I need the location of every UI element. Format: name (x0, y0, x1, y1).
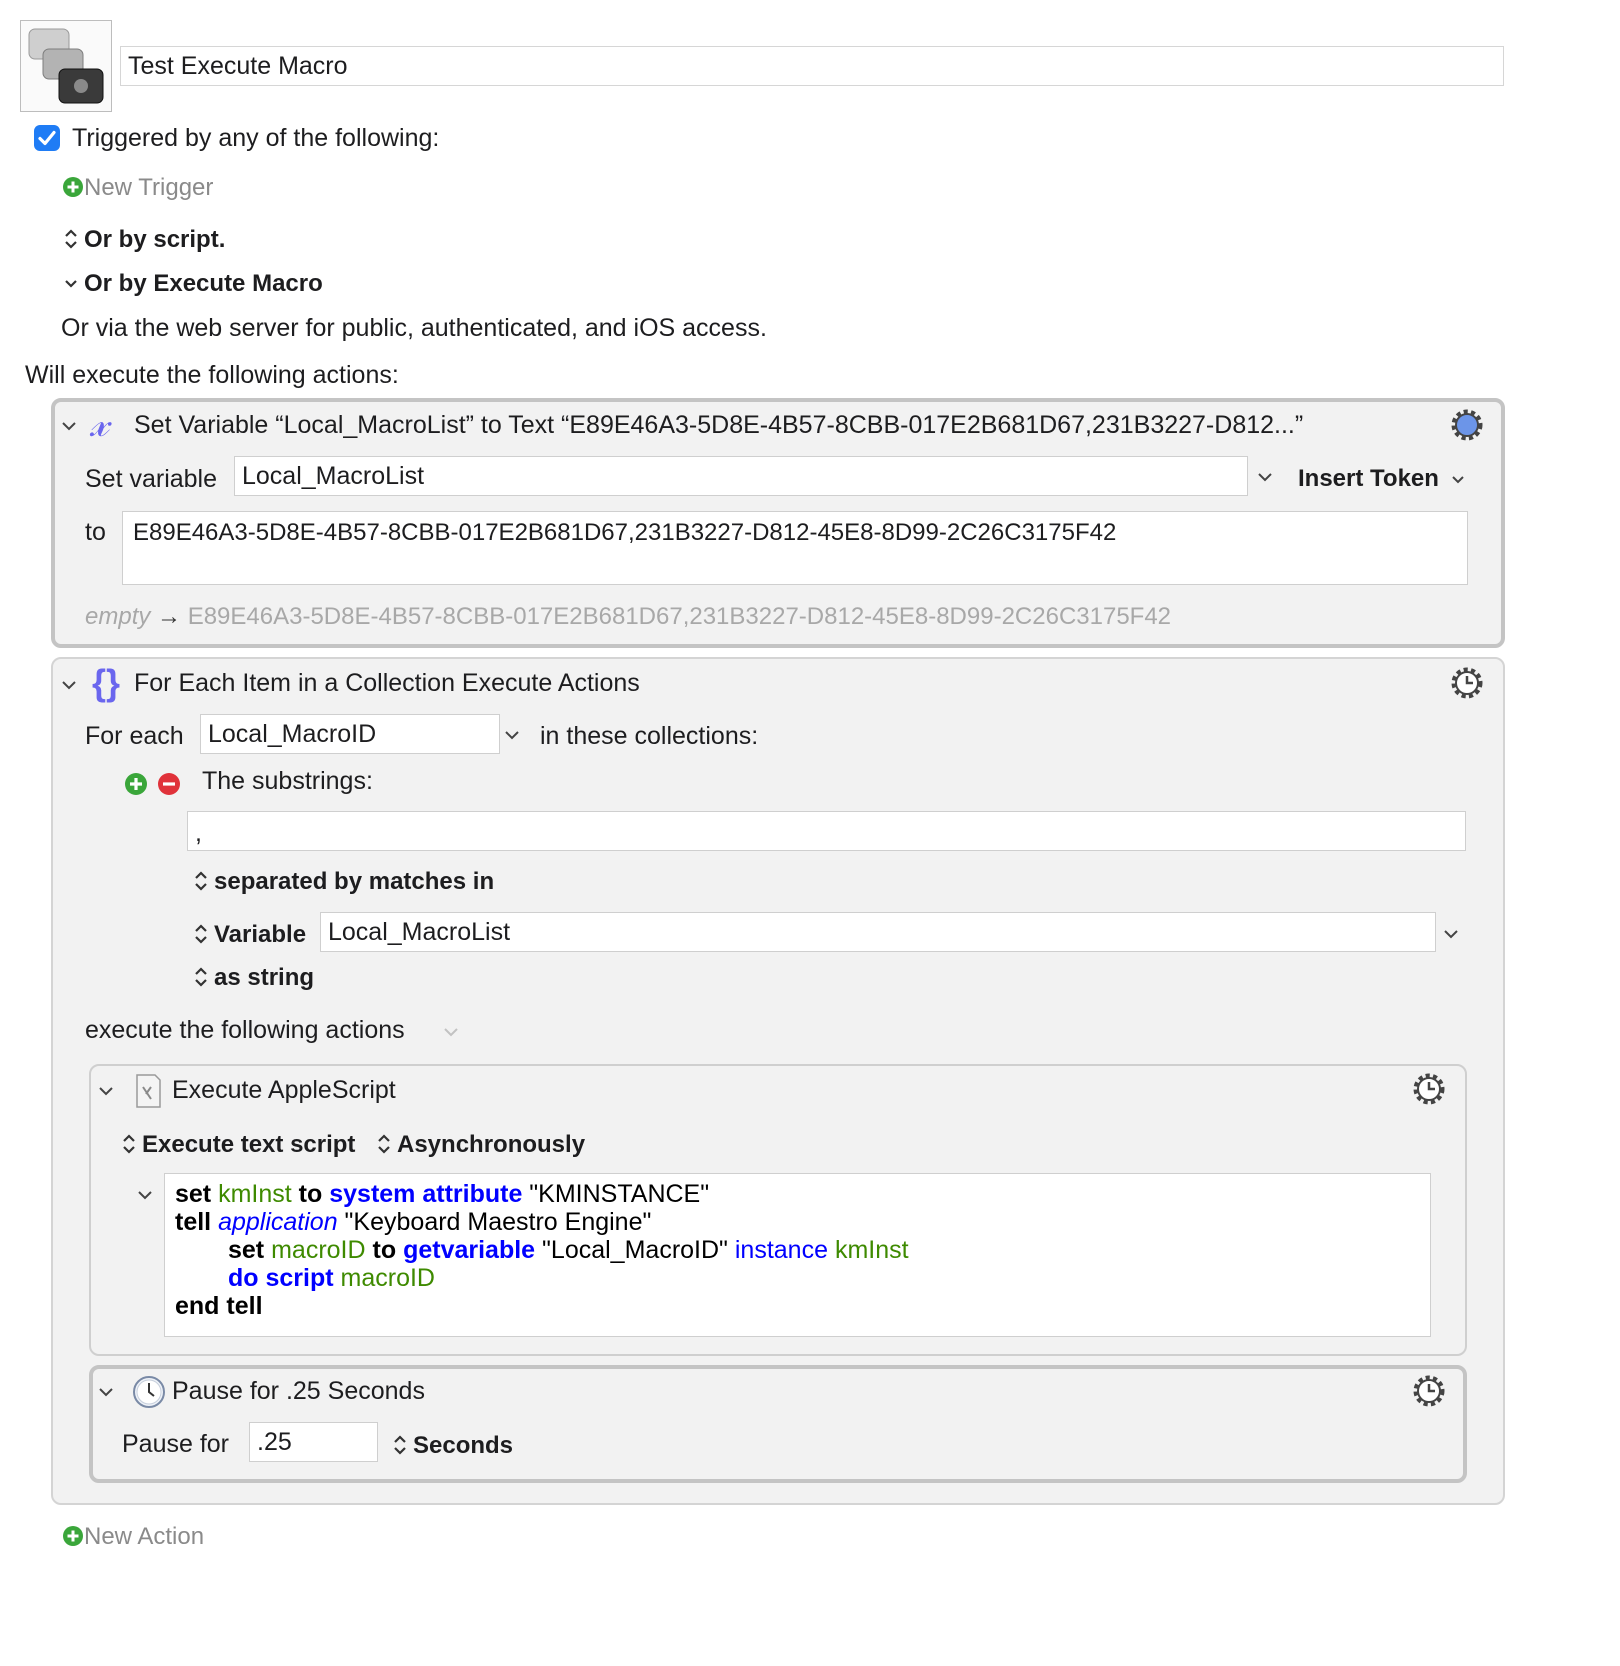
for-each-variable-text: Local_MacroID (208, 719, 377, 748)
preview-value: E89E46A3-5D8E-4B57-8CBB-017E2B681D67,231B3227-D812-45E8-8D99-2C26C3175F42 (187, 603, 1172, 630)
triggered-label: Triggered by any of the following: (72, 124, 440, 152)
source-variable-text: Local_MacroList (328, 917, 511, 946)
updown-chevron-icon (64, 228, 78, 250)
source-dropdown-chevron-icon[interactable] (1442, 928, 1460, 940)
collapse-chevron-icon[interactable] (60, 419, 78, 433)
variable-name-text: Local_MacroList (242, 461, 425, 490)
script-timing-label: Asynchronously (397, 1131, 586, 1158)
variable-x-icon: 𝓍 (90, 400, 109, 446)
preview-line (85, 603, 1171, 631)
script-token (366, 1236, 373, 1264)
for-each-label: For each (85, 722, 184, 750)
or-by-execute-macro-toggle[interactable] (64, 270, 323, 298)
updown-chevron-icon (194, 870, 208, 892)
separated-by-toggle[interactable] (194, 868, 494, 896)
script-token: tell (175, 1208, 212, 1236)
source-variable-field[interactable] (320, 912, 1436, 952)
script-editor[interactable] (164, 1173, 1431, 1337)
script-line (175, 1180, 1420, 1208)
execute-actions-chevron-icon[interactable] (442, 1026, 460, 1038)
new-trigger-button[interactable] (62, 174, 213, 202)
insert-token-button[interactable] (1298, 465, 1466, 493)
script-token: to (298, 1180, 323, 1208)
source-type-toggle[interactable] (194, 921, 306, 949)
separator-text: , (195, 819, 202, 847)
script-token: to (372, 1236, 397, 1264)
script-token: end tell (175, 1292, 263, 1320)
script-line (175, 1292, 1420, 1320)
script-token: kmInst (834, 1236, 909, 1264)
script-code (175, 1180, 1420, 1320)
script-token: "Keyboard Maestro Engine" (337, 1208, 652, 1236)
script-token: "Local_MacroID" (535, 1236, 735, 1264)
variable-dropdown-chevron-icon[interactable] (1256, 471, 1274, 483)
script-token: application (218, 1208, 338, 1236)
for-each-title: For Each Item in a Collection Execute Actions (134, 669, 640, 697)
or-by-execute-macro-label: Or by Execute Macro (84, 270, 323, 297)
macro-name-text: Test Execute Macro (128, 51, 348, 80)
script-line (175, 1208, 1420, 1236)
in-collections-label: in these collections: (540, 722, 759, 750)
script-timing-toggle[interactable] (377, 1131, 585, 1159)
updown-chevron-icon (122, 1133, 136, 1155)
pause-value-field[interactable] (249, 1422, 378, 1462)
insert-token-label: Insert Token (1298, 465, 1439, 492)
macro-stack-icon (21, 21, 111, 111)
actions-heading: Will execute the following actions: (25, 361, 399, 389)
macro-name-field[interactable] (120, 46, 1504, 86)
new-trigger-label: New Trigger (84, 174, 214, 201)
updown-chevron-icon (194, 923, 208, 945)
pause-unit-toggle[interactable] (393, 1432, 513, 1460)
script-token (292, 1180, 299, 1208)
gear-icon[interactable] (1448, 406, 1486, 444)
collapse-chevron-icon[interactable] (60, 678, 78, 692)
script-token (828, 1236, 835, 1264)
script-token: macroID (271, 1236, 366, 1264)
script-line (175, 1264, 1420, 1292)
triggered-checkbox[interactable] (34, 125, 60, 151)
preview-empty: empty (85, 603, 151, 630)
text-value-field[interactable] (122, 511, 1468, 585)
separator-field[interactable] (187, 811, 1466, 851)
add-circle-icon (62, 176, 84, 198)
substrings-label: The substrings: (202, 767, 373, 795)
script-token: set (175, 1180, 212, 1208)
set-variable-title: Set Variable “Local_MacroList” to Text “E89E46A3-5D8E-4B57-8CBB-017E2B681D67,231B3227-D812...” (134, 411, 1304, 439)
pause-title: Pause for .25 Seconds (172, 1377, 425, 1405)
pause-unit-label: Seconds (413, 1432, 514, 1459)
collapse-chevron-icon[interactable] (97, 1084, 115, 1098)
pause-value-text: .25 (257, 1427, 292, 1456)
execute-actions-label: execute the following actions (85, 1016, 405, 1044)
pause-for-label: Pause for (122, 1430, 230, 1458)
new-action-button[interactable] (62, 1523, 204, 1551)
chevron-down-icon (64, 272, 78, 294)
applescript-title: Execute AppleScript (172, 1076, 396, 1104)
script-line (175, 1236, 1420, 1264)
variable-name-field[interactable] (234, 456, 1248, 496)
script-mode-label: Execute text script (142, 1131, 356, 1158)
or-by-script-toggle[interactable] (64, 226, 225, 254)
collapse-chevron-icon[interactable] (97, 1385, 115, 1399)
preview-arrow: → (157, 603, 182, 630)
updown-chevron-icon (393, 1434, 407, 1456)
as-string-toggle[interactable] (194, 964, 314, 992)
macro-icon-well[interactable] (20, 20, 112, 112)
separated-by-label: separated by matches in (214, 868, 495, 895)
clock-icon (132, 1375, 166, 1409)
add-circle-icon[interactable] (124, 772, 148, 796)
add-circle-icon (62, 1525, 84, 1547)
to-label: to (85, 518, 106, 546)
source-type-label: Variable (214, 921, 307, 948)
gear-clock-icon[interactable] (1410, 1372, 1448, 1410)
script-token: system attribute (329, 1180, 523, 1208)
script-token: getvariable (403, 1236, 536, 1264)
for-each-dropdown-chevron-icon[interactable] (503, 729, 521, 741)
updown-chevron-icon (377, 1133, 391, 1155)
new-action-label: New Action (84, 1523, 205, 1550)
script-token: instance (734, 1236, 828, 1264)
curly-braces-icon: {} (92, 662, 121, 703)
script-token: "KMINSTANCE" (522, 1180, 710, 1208)
for-each-variable-field[interactable] (200, 714, 500, 754)
script-token: kmInst (218, 1180, 292, 1208)
script-token: set (228, 1236, 265, 1264)
script-mode-toggle[interactable] (122, 1131, 355, 1159)
set-variable-label: Set variable (85, 465, 218, 493)
chevron-down-icon (1450, 474, 1466, 486)
remove-circle-icon[interactable] (157, 772, 181, 796)
applescript-scroll-icon (133, 1072, 163, 1110)
as-string-label: as string (214, 964, 315, 991)
script-token (334, 1264, 341, 1292)
text-value-text: E89E46A3-5D8E-4B57-8CBB-017E2B681D67,231B3227-D812-45E8-8D99-2C26C3175F42 (133, 519, 1117, 546)
script-token: do script (228, 1264, 334, 1292)
gear-clock-icon[interactable] (1448, 664, 1486, 702)
script-token: macroID (340, 1264, 435, 1292)
web-server-note: Or via the web server for public, authenticated, and iOS access. (61, 314, 767, 342)
script-collapse-chevron-icon[interactable] (136, 1188, 154, 1202)
gear-clock-icon[interactable] (1410, 1070, 1448, 1108)
updown-chevron-icon (194, 966, 208, 988)
or-by-script-label: Or by script. (84, 226, 226, 253)
